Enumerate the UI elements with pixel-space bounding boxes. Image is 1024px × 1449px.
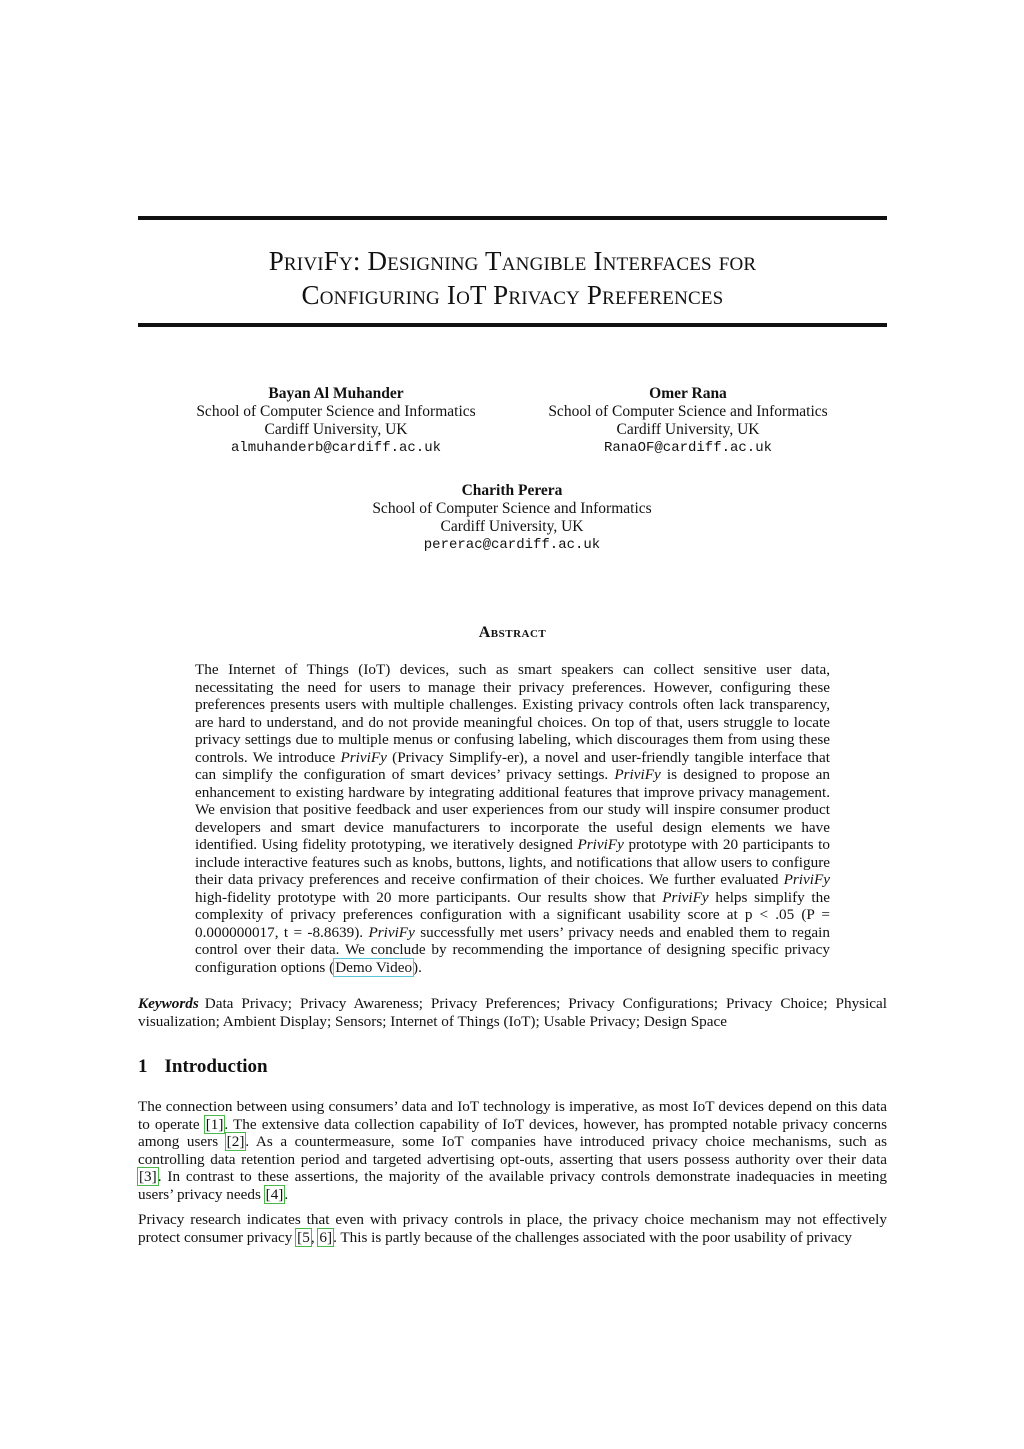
abstract-segment: The Internet of Things (IoT) devices, such as smart speakers can collect sensitive user data, necessitating the need for users to manage their privacy preferences. However, configuring these preferences presents users with multiple challenges. Existing privacy controls often lack transparency, are hard to understand, and do not provide meaningful choices. On top of that, users struggle to locate privacy settings due to multiple menus or confusing labeling, which discourages them from using these controls. We introduce: [195, 661, 830, 766]
system-name: PriviFy: [577, 836, 624, 853]
author-affiliation: School of Computer Science and Informatics: [548, 403, 828, 420]
author-block: [528, 385, 848, 457]
introduction-paragraph: Privacy research indicates that even with privacy controls in place, the privacy choice mechanism may not effectively protect consumer privacy [5, 6]. This is partly because of the challenges associated with the poor usability of privacy: [138, 1211, 887, 1246]
citation-link[interactable]: [3]: [139, 1168, 157, 1185]
title-top-rule: [138, 216, 887, 220]
paragraph-segment: . As a countermeasure, some IoT companies have introduced privacy choice mechanisms, such as controlling data retention period and targeted advertising opt-outs, asserting that users possess authority over their data: [138, 1133, 887, 1168]
author-university: Cardiff University, UK: [264, 421, 408, 438]
paragraph-segment: . The extensive data collection capability of IoT devices, however, has prompted notable privacy concerns among users: [138, 1115, 887, 1150]
abstract-segment: ).: [413, 958, 422, 976]
author-email[interactable]: RanaOF@cardiff.ac.uk: [603, 440, 773, 456]
abstract-segment: helps simplify the complexity of privacy preferences configuration with a significant usability score at p < .05 (P = 0.000000017, t = -8.8639).: [195, 888, 830, 941]
author-name: Omer Rana: [649, 385, 727, 402]
abstract-segment: is designed to propose an enhancement to existing hardware by integrating additional features that improve privacy management. We envision that positive feedback and user experiences from our study will inspire consumer product developers and smart device manufacturers to incorporate the useful design elements we have identified. Using fidelity prototyping, we iteratively designed: [195, 766, 830, 853]
abstract-heading: Abstract: [478, 624, 547, 641]
keywords: [138, 995, 887, 1030]
citation-link[interactable]: 6]: [319, 1228, 333, 1246]
author-affiliation: School of Computer Science and Informatics: [196, 403, 476, 420]
author-block: [352, 482, 672, 554]
section-heading-introduction: [138, 1056, 268, 1078]
citation-link[interactable]: [2]: [226, 1133, 245, 1150]
system-name: PriviFy: [614, 766, 661, 783]
author-email[interactable]: almuhanderb@cardiff.ac.uk: [230, 440, 442, 456]
author-affiliation: School of Computer Science and Informatics: [372, 500, 652, 517]
citation-link[interactable]: [5: [297, 1228, 310, 1246]
paragraph-segment: .: [284, 1185, 289, 1203]
paragraph-segment: . In contrast to these assertions, the majority of the available privacy controls demonstrate inadequacies in meeting users’ privacy needs: [138, 1168, 887, 1203]
author-block: [176, 385, 496, 457]
section-title: Introduction: [164, 1056, 268, 1077]
title-bottom-rule: [138, 323, 887, 327]
author-email[interactable]: pererac@cardiff.ac.uk: [423, 537, 601, 553]
keywords-text: Data Privacy; Privacy Awareness; Privacy Preferences; Privacy Configurations; Privacy Choice; Physical visualization; Ambient Display; Sensors; Internet of Things (IoT); Usable Privacy; Design Space: [138, 995, 887, 1030]
abstract-text: [195, 661, 830, 976]
author-university: Cardiff University, UK: [440, 518, 584, 535]
abstract-segment: prototype with 20 participants to include interactive features such as knobs, buttons, lights, and notifications that allow users to configure their data privacy preferences and receive confirmation of their choices. We further evaluated: [195, 836, 830, 888]
author-name: Charith Perera: [461, 482, 563, 499]
system-name: PriviFy: [783, 871, 830, 888]
author-name: Bayan Al Muhander: [268, 385, 404, 402]
title-line-2: Configuring IoT Privacy Preferences: [301, 280, 724, 310]
introduction-paragraph: [138, 1098, 887, 1203]
paragraph-segment: Privacy research indicates that even with privacy controls in place, the privacy choice mechanism may not effectively protect consumer privacy: [138, 1211, 887, 1246]
abstract-segment: (Privacy Simplify-er), a novel and user-friendly tangible interface that can simplify the configuration of smart devices’ privacy settings.: [195, 748, 830, 783]
paragraph-segment: The connection between using consumers’ data and IoT technology is imperative, as most IoT devices depend on this data to operate: [138, 1098, 887, 1133]
abstract-segment: high-fidelity prototype with 20 more participants. Our results show that: [195, 888, 663, 906]
system-name: PriviFy: [340, 748, 387, 766]
citation-link[interactable]: [4]: [265, 1185, 284, 1203]
demo-video-link[interactable]: Demo Video: [335, 958, 413, 976]
citation-link[interactable]: [1]: [205, 1115, 224, 1133]
author-university: Cardiff University, UK: [616, 421, 760, 438]
abstract-segment: successfully met users’ privacy needs and enabled them to regain control over their data. We conclude by recommending the importance of designing specific privacy configuration options (: [195, 923, 830, 976]
system-name: PriviFy: [662, 888, 709, 906]
paragraph-segment: . This is partly because of the challenges associated with the poor usability of privacy: [333, 1228, 852, 1246]
keywords-label: Keywords: [138, 995, 199, 1012]
title-line-1: PriviFy: Designing Tangible Interfaces for: [268, 246, 757, 276]
system-name: PriviFy: [368, 923, 415, 941]
section-number: 1: [138, 1056, 148, 1077]
paper-title: [138, 244, 887, 312]
